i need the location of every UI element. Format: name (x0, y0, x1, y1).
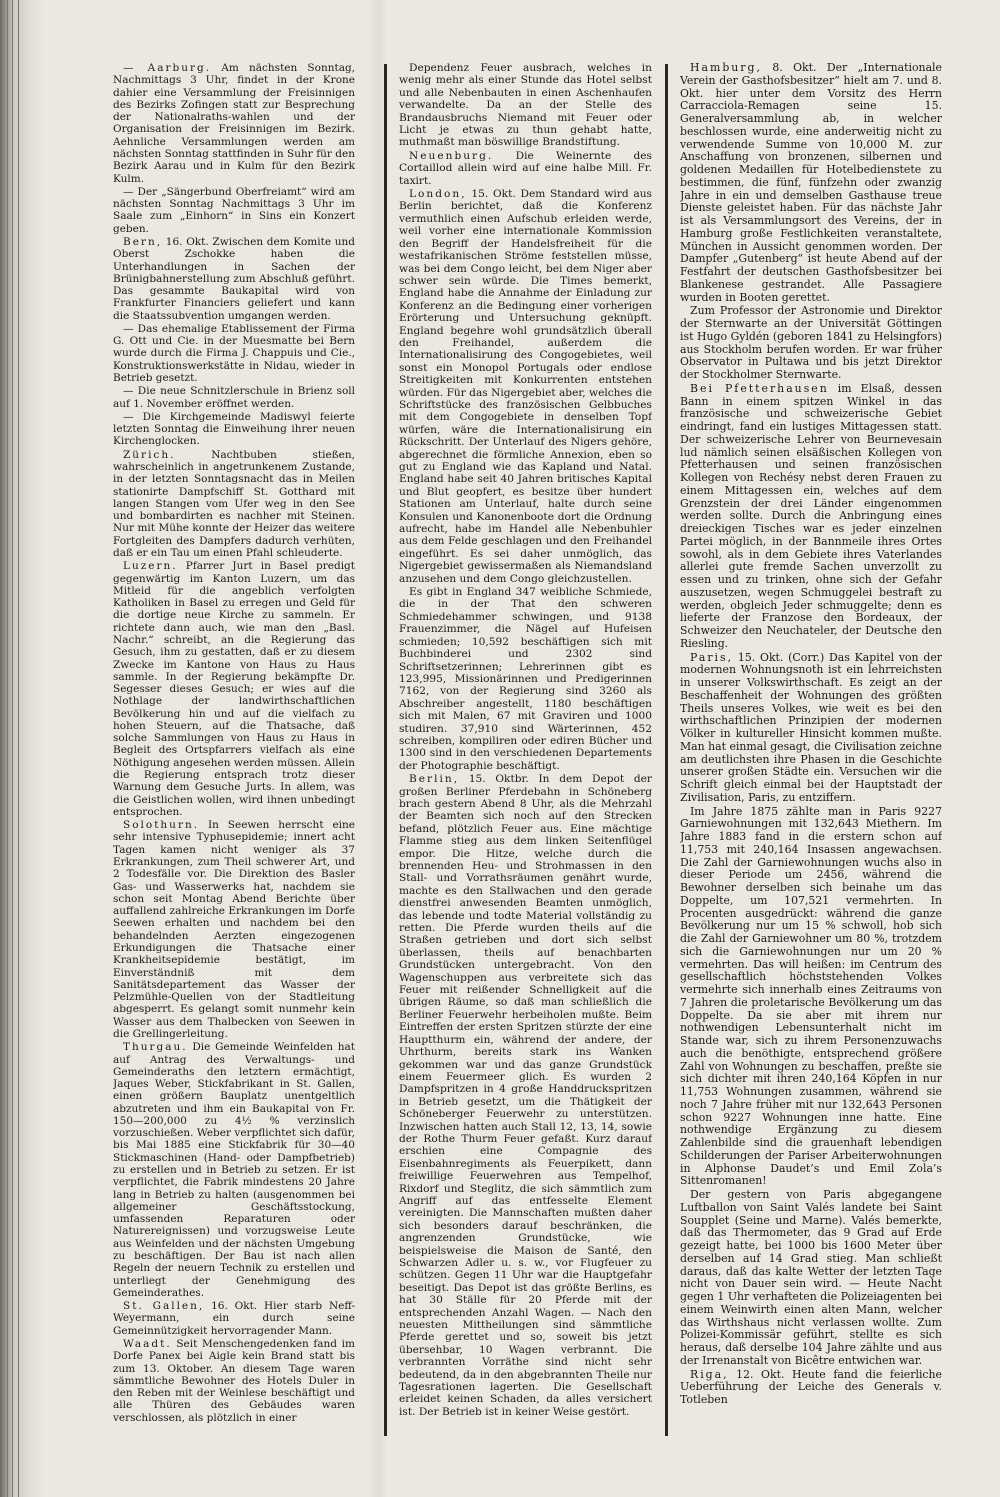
text-column-1 (113, 62, 355, 1436)
paragraph-text: Die Weinernte des Cortaillod allein wird auf eine halbe Mill. Fr. taxirt. (399, 149, 652, 187)
article-paragraph (399, 188, 652, 585)
paragraph-text: 8. Okt. Der „Internationale Verein der Gasthofsbesitzer“ hielt am 7. und 8. Okt. hier unter dem Vorsitz des Herrn Carracciola-Remagen seine 15. Generalversammlung ab, in welcher beschlossen wurde, eine anderweitig nicht zu verwendende Summe von 10,000 M. zur Anschaffung von bronzenen, silbernen und goldenen Medaillen für Hotelbedienstete zu bestimmen, die fünf, fünfzehn oder zwanzig Jahre in ein und demselben Gasthause treue Dienste geleistet haben. Für das nächste Jahr ist als Versammlungsort des Vereins, der in Hamburg große Festlichkeiten veranstaltete, München in Aussicht genommen worden. Der Dampfer „Gutenberg“ ist heute Abend auf der Festfahrt der deutschen Gasthofsbesitzer bei Blankenese gestrandet. Alle Passagiere wurden in Booten gerettet. (680, 62, 942, 304)
paragraph-text: — Die neue Schnitzlerschule in Brienz soll auf 1. November eröffnet werden. (113, 385, 355, 410)
dateline: Neuenburg. (409, 149, 494, 162)
paragraph-text: 16. Okt. Hier starb Neff-Weyermann, ein durch seine Gemeinnützigkeit hervorragender Mann. (113, 1300, 355, 1337)
article-paragraph (680, 383, 942, 651)
dateline: Riga, (690, 1367, 729, 1381)
column-rule-1 (384, 64, 387, 1436)
paragraph-text: 15. Oktbr. In dem Depot der großen Berliner Pferdebahn in Schöneberg brach gestern Abend 8 Uhr, als die Mehrzahl der Beamten sich noch auf den Strecken befand, plötzlich Feuer aus. Eine mächtige Flamme stieg aus dem linken Seitenflügel empor. Die Hitze, welche durch die brennenden Heu- und Strohmassen in den Stall- und Vorrathsräumen genährt wurde, machte es den Stallwachen und den gerade dienstfrei anwesenden Beamten unmöglich, das lebende und todte Material vollständig zu retten. Die Pferde wurden theils auf die Straßen getrieben und dort sich selbst überlassen, theils auf benachbarten Grundstücken untergebracht. Von den Wagenschuppen aus verbreitete sich das Feuer mit reißender Schnelligkeit auf die übrigen Räume, so daß man schließlich die Berliner Feuerwehr herbeiholen mußte. Beim Eintreffen der ersten Spritzen stürzte der eine Hauptthurm ein, während der andere, der Uhrthurm, bereits stark ins Wanken gekommen war und das ganze Grundstück einem Feuermeer glich. Es wurden 2 Dampfspritzen in 4 große Handdruckspritzen in Betrieb gesetzt, um die Thätigkeit der Schöneberger Feuerwehr zu unterstützen. Inzwischen hatten auch Stall 12, 13, 14, sowie der Rothe Thurm Feuer gefaßt. Kurz darauf erschien eine Compagnie des Eisenbahnregiments als Feuerpikett, dann freiwillige Feuerwehren aus Tempelhof, Rixdorf und Steglitz, die sich sämmtlich zum Angriff auf das entfesselte Element vereinigten. Die Mannschaften mußten daher sich besonders darauf beschränken, die angrenzenden Grundstücke, wie beispielsweise die Maison de Santé, den Schwarzen Adler u. s. w., vor Flugfeuer zu schützen. Gegen 11 Uhr war die Hauptgefahr beseitigt. Das Depot ist das größte Berlins, es hat 30 Ställe für 20 Pferde mit der entsprechenden Anzahl Wagen. — Nach den neuesten Mittheilungen sind sämmtliche Pferde gerettet und so, soweit bis jetzt übersehbar, 10 Wagen verbrannt. Die verbrannten Vorräthe sind nicht sehr bedeutend, da in den abgebrannten Theile nur Tagesrationen lagerten. Die Gesellschaft erleidet keinen Schaden, da alles versichert ist. Der Betrieb ist in keiner Weise gestört. (399, 773, 652, 1418)
paragraph-text: — Der „Sängerbund Oberfreiamt“ wird am nächsten Sonntag Nachmittags 3 Uhr im Saale zum „Einhorn“ in Sins ein Konzert geben. (113, 185, 355, 235)
article-paragraph (399, 586, 652, 772)
paragraph-text: In Seewen herrscht eine sehr intensive Typhusepidemie; innert acht Tagen kamen nicht weniger als 37 Erkrankungen, zum Theil schwerer Art, und 2 Todesfälle vor. Die Direktion des Basler Gas- und Wasserwerks hat, nachdem sie schon seit Montag Abend Berichte über auffallend zahlreiche Erkrankungen im Dorfe Seewen erhalten und nachdem bei den behandelnden Aerzten eingezogenen Erkundigungen die Thatsache einer Krankheitsepidemie bestätigt, im Einverständniß mit dem Sanitätsdepartement das Wasser der Pelzmühle-Quellen von der Stadtleitung abgesperrt. Es gelangt somit nunmehr kein Wasser aus dem Thalbecken von Seewen in die Grellingerleitung. (113, 819, 355, 1040)
article-paragraph (113, 560, 355, 818)
column-rule-2 (665, 64, 668, 1436)
article-paragraph (680, 652, 942, 805)
paragraph-text: Nachtbuben stießen, wahrscheinlich in angetrunkenem Zustande, in der letzten Sonntagsnacht das in Meilen stationirte Dampfschiff St. Gotthard mit langen Stangen vom Ufer weg in den See und bombardirten es nachher mit Steinen. Nur mit Mühe konnte der Heizer das weitere Fortgleiten des Dampfers dadurch verhüten, daß er ein Tau um einen Pfahl schleuderte. (113, 448, 355, 559)
article-paragraph (680, 1189, 942, 1368)
dateline: Luzern. (123, 560, 178, 573)
paragraph-text: Pfarrer Jurt in Basel predigt gegenwärtig im Kanton Luzern, um das Mitleid für die angeblich verfolgten Katholiken in Basel zu erregen und Geld für die dortige neue Kirche zu sammeln. Er richtete dann auch, wie man den „Basl. Nachr.“ schreibt, an die Regierung das Gesuch, ihm zu gestatten, daß er zu diesem Zwecke im Kantone von Haus zu Haus sammle. In der Regierung bekämpfte Dr. Segesser dieses Gesuch; er wies auf die Nothlage der landwirthschaftlichen Bevölkerung hin und auf die vielfach zu hohen Steuern, auf die Thatsache, daß solche Sammlungen von Haus zu Haus in Begleit des Ortspfarrers vielfach als eine Nöthigung angesehen werden müssen. Allein die Regierung entsprach trotz dieser Warnung dem Gesuche Jurts. In allem, was die Geistlichen wollen, wird ihnen unbedingt entsprochen. (113, 560, 355, 818)
paragraph-text: Es gibt in England 347 weibliche Schmiede, die in der That den schweren Schmiedehammer schwingen, und 9138 Frauenzimmer, die Nägel auf Hufeisen schmieden; 10,592 beschäftigen sich mit Buchbinderei und 2302 sind Schriftsetzerinnen; Lehrerinnen gibt es 123,995, Missionärinnen und Predigerinnen 7162, von der Regierung sind 3260 als Abschreiber angestellt, 1180 beschäftigen sich mit Malen, 67 mit Graviren und 1000 studiren. 37,910 sind Wärterinnen, 452 schreiben, kompiliren oder ediren Bücher und 1300 sind in den verschiedenen Departements der Photographie beschäftigt. (399, 586, 652, 772)
dateline: Solothurn. (123, 819, 200, 832)
paragraph-text: 15. Okt. (Corr.) Das Kapitel von der modernen Wohnungsnoth ist ein lehrreichsten in unserer Volkswirthschaft. Es zeigt an der Beschaffenheit der Wohnungen des größten Theils unseres Volkes, wie weit es bei den wirthschaftlichen Prinzipien der modernen Völker in kultureller Hinsicht kommen mußte. Man hat einmal gesagt, die Civilisation zeichne am deutlichsten ihre Phasen in die Geschichte unserer großen Städte ein. Versuchen wir die Schrift gleich einmal bei der Hauptstadt der Zivilisation, Paris, zu entziffern. (680, 650, 942, 804)
article-paragraph (113, 1041, 355, 1299)
article-paragraph (680, 806, 942, 1189)
dateline: Paris, (690, 650, 734, 664)
article-paragraph (680, 305, 942, 382)
article-paragraph (399, 62, 652, 149)
paragraph-text: Am nächsten Sonntag, Nachmittags 3 Uhr, findet in der Krone dahier eine Versammlung der Freisinnigen des Bezirks Zofingen statt zur Besprechung der Nationalraths-wahlen und der Organisation der Freisinnigen im Bezirk. Aehnliche Versammlungen werden am nächsten Sonntag stattfinden in Suhr für den Bezirk Aarau und in Kulm für den Bezirk Kulm. (113, 62, 355, 185)
article-paragraph (113, 323, 355, 384)
page-binding (0, 0, 44, 1497)
article-paragraph (113, 411, 355, 448)
paragraph-text: Die Gemeinde Weinfelden hat auf Antrag des Verwaltungs- und Gemeinderaths den letztern ermächtigt, Jaques Weber, Stickfabrikant in St. Gallen, einen größern Bauplatz unentgeltlich abzutreten und ihm ein Baukapital von Fr. 150—200,000 zu 4½ % verzinslich vorzuschießen. Weber verpflichtet sich dafür, bis Mai 1885 eine Stickfabrik für 30—40 Stickmaschinen (Hand- oder Dampfbetrieb) zu erstellen und in Betrieb zu setzen. Er ist verpflichtet, die Fabrik mindestens 20 Jahre lang in Betrieb zu halten (ausgenommen bei allgemeiner Geschäftsstockung, umfassenden Reparaturen oder Naturereignissen) und vorzugsweise Leute aus Weinfelden und der nächsten Umgebung zu beschäftigen. Der Bau ist nach allen Regeln der neuern Technik zu erstellen und unterliegt der Genehmigung des Gemeinderathes. (113, 1041, 355, 1299)
dateline: St. Gallen, (123, 1300, 205, 1313)
paragraph-text: im Elsaß, dessen Bann in einem spitzen Winkel in das französische und schweizerische Gebiet eindringt, fand ein lustiges Mittagessen statt. Der schweizerische Lehrer von Beurnevesain lud nämlich seinen elsäßischen Kollegen von Pfetterhausen und seinen französischen Kollegen von Rechésy nebst deren Frauen zu einem Mittagessen ein, welches auf dem Grenzstein der drei Länder eingenommen werden sollte. Durch die Anbringung eines dreieckigen Tisches war es jeder einzelnen Partei möglich, in der Bannmeile ihres Ortes sowohl, als in dem Gebiete ihres Vaterlandes allerlei gute fremde Sachen unverzollt zu essen und zu trinken, ohne sich der Gefahr auszusetzen, wegen Schmuggelei bestraft zu werden, obgleich Jeder schmuggelte; denn es lieferte der Franzose den Bordeaux, der Schweizer den Neuchateler, der Deutsche den Riesling. (680, 381, 942, 650)
text-column-3 (680, 62, 942, 1436)
article-paragraph (680, 1369, 942, 1407)
dateline: Thurgau. (123, 1041, 188, 1054)
paragraph-text: 12. Okt. Heute fand die feierliche Ueberführung der Leiche des Generals v. Totleben (680, 1367, 942, 1406)
article-paragraph (113, 186, 355, 235)
article-paragraph (113, 819, 355, 1040)
paragraph-text: Im Jahre 1875 zählte man in Paris 9227 Garniewohnungen mit 132,643 Miethern. Im Jahre 1883 fand in die erstern schon auf 11,753 mit 240,164 Insassen angewachsen. Die Zahl der Garniewohnungen wuchs also in dieser Periode um 2456, während die Bewohner derselben sich beinahe um das Doppelte, um 107,521 vermehrten. In Procenten ausgedrückt: während die ganze Bevölkerung nur um 15 % schwoll, hob sich die Zahl der Garniewohner um 80 %, trotzdem sich die Garniewohnungen nur um 20 % vermehrten. Das will heißen: im Centrum des gesellschaftlich höchststehenden Volkes vermehrte sich innerhalb eines Zeitraums von 7 Jahren die proletarische Bevölkerung um das Doppelte. Da sie aber mit ihrem nur nothwendigen Lebensunterhalt nicht im Stande war, sich zu ihrem Personenzuwachs auch die benöthigte, entsprechend größere Zahl von Wohnungen zu beschaffen, preßte sie sich dichter mit ihren 240,164 Köpfen in nur 11,753 Wohnungen zusammen, während sie noch 7 Jahre früher mit nur 132,643 Personen schon 9227 Wohnungen inne hatte. Eine nothwendige Ergänzung zu diesem Zahlenbilde sind die grauenhaft lebendigen Schilderungen der Pariser Arbeiterwohnungen in Alphonse Daudet’s und Emil Zola’s Sittenromanen! (680, 804, 942, 1188)
paragraph-text: Der gestern von Paris abgegangene Luftballon von Saint Valés landete bei Saint Soupplet (Seine und Marne). Valés bemerkte, daß das Thermometer, das 9 Grad auf Erde gezeigt hatte, bei 1000 bis 1600 Meter über derselben auf 14 Grad stieg. Man schließt daraus, daß das kalte Wetter der letzten Tage nicht von Dauer sein wird. — Heute Nacht gegen 1 Uhr verhafteten die Polizeiagenten bei einem Weinwirth einen alten Mann, welcher das Wirthshaus nicht verlassen wollte. Zum Polizei-Kommissär geführt, stellte es sich heraus, daß derselbe 104 Jahre zählte und aus der Irrenanstalt von Bicêtre entwichen war. (680, 1188, 942, 1367)
article-paragraph (113, 1338, 355, 1424)
paragraph-text: — Die Kirchgemeinde Madiswyl feierte letzten Sonntag die Einweihung ihrer neuen Kirchenglocken. (113, 410, 355, 448)
dateline: Waadt. (123, 1337, 172, 1350)
dateline: Zürich. (123, 448, 176, 461)
paragraph-text: 15. Okt. Dem Standard wird aus Berlin berichtet, daß die Konferenz vermuthlich einen Aufschub erleiden werde, weil vorher eine internationale Kommission den Begriff der Handelsfreiheit für die westafrikanischen Ströme feststellen müsse, was bei dem Congo leicht, bei dem Niger aber schwer sein würde. Die Times bemerkt, England habe die Annahme der Einladung zur Konferenz an die Bedingung einer vorherigen Erörterung und Untersuchung geknüpft. England begehre wohl grundsätzlich überall den Freihandel, außerdem die Internationalisirung des Congogebietes, weil sonst ein Monopol Portugals oder endlose Streitigkeiten mit Konkurrenten entstehen würden. Für das Nigergebiet aber, welches die Schriftstücke des französischen Gelbbuches mit dem Congogebiete in denselben Topf würfen, wäre die Internationalisirung ein Rückschritt. Der Unterlauf des Nigers gehöre, abgerechnet die förmliche Annexion, eben so gut zu England wie das Kapland und Natal. England habe seit 40 Jahren britisches Kapital und Blut geopfert, es besitze über hundert Stationen am Unterlauf, halte durch seine Konsulen und Kanonenboote dort die Ordnung aufrecht, habe im Handel alle Nebenbuhler aus dem Felde geschlagen und den Freihandel eingeführt. Es sei daher unmöglich, das Nigergebiet gewissermaßen als Niemandsland anzusehen und dem Congo gleichzustellen. (399, 188, 652, 585)
article-paragraph (113, 1300, 355, 1337)
article-paragraph (113, 385, 355, 410)
dateline: Berlin, (409, 773, 460, 786)
article-paragraph (113, 236, 355, 322)
article-paragraph (399, 773, 652, 1418)
article-paragraph (680, 62, 942, 304)
paragraph-text: 16. Okt. Zwischen dem Komite und Oberst Zschokke haben die Unterhandlungen in Sachen der Brünigbahnerstellung zum Abschluß geführt. Das gesammte Baukapital wird von Frankfurter Financiers geliefert und kann die Staatssubvention umgangen werden. (113, 235, 355, 322)
paragraph-text: Seit Menschengedenken fand im Dorfe Panex bei Aigle kein Brand statt bis zum 13. Oktober. An diesem Tage waren sämmtliche Bewohner des Hotels Duler in den Reben mit der Weinlese beschäftigt und alle Thüren des Gebäudes waren verschlossen, als plötzlich in einer (113, 1337, 355, 1424)
article-paragraph (399, 150, 652, 187)
paragraph-text: Zum Professor der Astronomie und Direktor der Sternwarte an der Universität Göttingen ist Hugo Gyldén (geboren 1841 zu Helsingfors) aus Stockholm berufen worden. Er war früher Observator in Pultawa und bis jetzt Direktor der Stockholmer Sternwarte. (680, 304, 942, 381)
text-column-2 (399, 62, 652, 1436)
dateline: London, (409, 188, 467, 201)
dateline: Bei Pfetterhausen (690, 381, 829, 395)
paragraph-text: — Das ehemalige Etablissement der Firma G. Ott und Cie. in der Muesmatte bei Bern wurde durch die Firma J. Chappuis und Cie., Konstruktionswerkstätte in Nidau, wieder in Betrieb gesetzt. (113, 322, 355, 385)
article-paragraph (113, 449, 355, 560)
dateline: Bern, (123, 235, 163, 248)
dateline: — Aarburg. (123, 62, 212, 74)
article-paragraph (113, 62, 355, 185)
paragraph-text: Dependenz Feuer ausbrach, welches in wenig mehr als einer Stunde das Hotel selbst und alle Nebenbauten in einen Aschenhaufen verwandelte. Da an der Stelle des Brandausbruchs Niemand mit Feuer oder Licht je etwas zu thun gehabt hatte, muthmaßt man böswillige Brandstiftung. (399, 62, 652, 149)
dateline: Hamburg, (690, 62, 762, 74)
